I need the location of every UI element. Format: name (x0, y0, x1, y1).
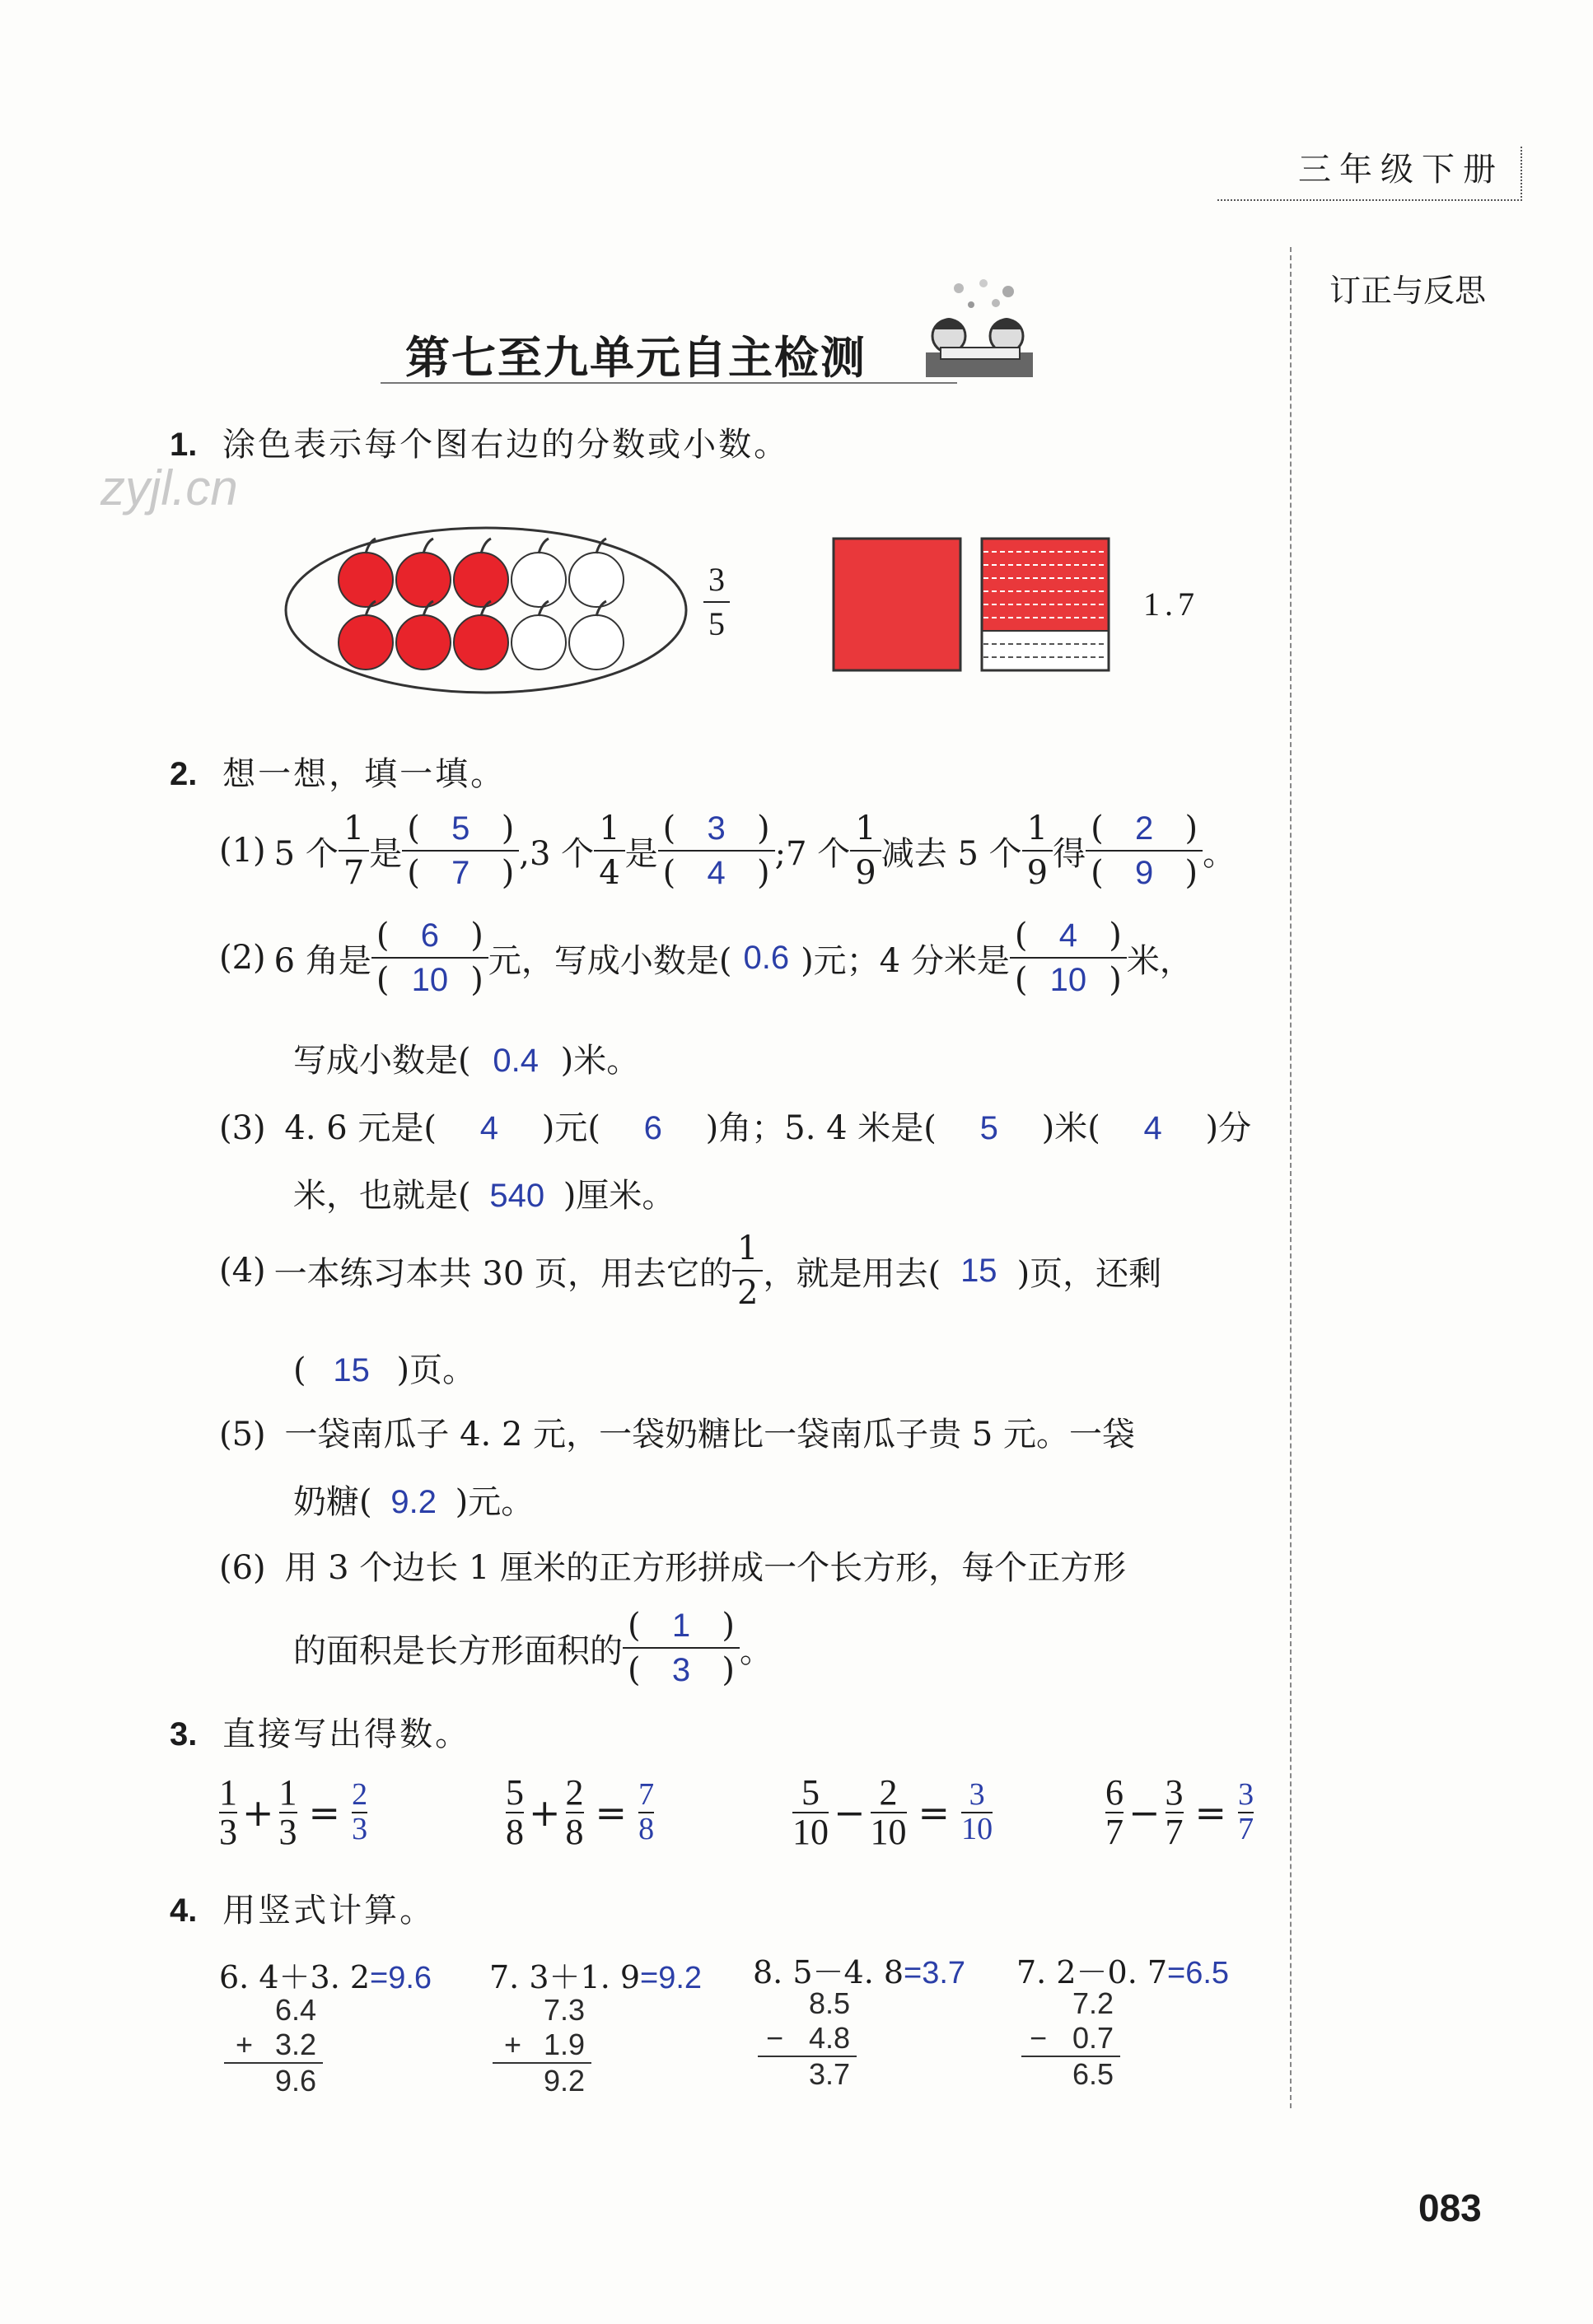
p2-answer1-num: 6 (420, 917, 439, 954)
decimal-label: 1.7 (1143, 586, 1199, 623)
q1-heading (170, 418, 789, 465)
apple-2 (396, 539, 451, 607)
q3-4-eq: = (1194, 1790, 1227, 1836)
p2-t1: 6 角是 (273, 941, 371, 980)
q4-3-bottom: 4.8 (808, 2021, 850, 2055)
q4-2-expr: 7. 3＋1. 9 (489, 1959, 641, 1995)
p6-answer-den: 3 (671, 1652, 691, 1688)
p2-answer2: 0.6 (743, 939, 790, 976)
p4-t1: 一本练习本共 30 页，用去它的 (273, 1254, 732, 1293)
p3-t6: 米，也就是( (293, 1177, 471, 1215)
q3-3-result (961, 1779, 993, 1846)
p3-t4: )米( (1041, 1109, 1100, 1147)
p1-frac3 (850, 810, 881, 892)
p4-t2: ，就是用去( (763, 1254, 941, 1293)
q3-3-a-den: 10 (792, 1812, 829, 1853)
q3-1-eq: = (308, 1790, 341, 1836)
page-number: 083 (1418, 2186, 1482, 2229)
p1-t4: 是 (624, 834, 658, 873)
q4-heading (170, 1884, 435, 1931)
p1-t6: 减去 5 个 (881, 834, 1022, 873)
apple-fraction-numerator: 3 (708, 561, 725, 598)
p4-frac-den: 2 (732, 1270, 763, 1309)
q3-4-result-den: 7 (1238, 1812, 1254, 1847)
p3-t7: )厘米。 (563, 1177, 675, 1215)
q2-part3-line2 (293, 1169, 675, 1216)
apple-3 (454, 539, 508, 607)
q3-4-a-den: 7 (1105, 1812, 1124, 1853)
q4-1-op: + (236, 2028, 254, 2061)
q1-number: 1. (170, 427, 198, 463)
q4-1-result: =9.6 (370, 1961, 432, 1995)
p2-t2: 元，写成小数是( (488, 941, 732, 980)
q3-text: 直接写出得数。 (222, 1715, 471, 1753)
q4-number: 4. (170, 1892, 198, 1929)
apple-8 (454, 601, 508, 670)
q3-2-b (566, 1774, 584, 1851)
q4-4-answer: 6.5 (1072, 2057, 1114, 2091)
q3-2-b-num: 2 (565, 1772, 584, 1813)
apple-6 (339, 601, 393, 670)
apple-5 (569, 539, 624, 607)
q3-1-a-num: 1 (219, 1772, 237, 1813)
q3-item-1 (219, 1774, 367, 1851)
p2-answer3-den-box: ( 10 ) (1010, 957, 1127, 996)
p5-t2: 奶糖( (293, 1483, 372, 1521)
q3-1-b (279, 1774, 297, 1851)
p2-answer1-num-box: ( 6 ) (376, 917, 484, 954)
p6-t2: 的面积是长方形面积的 (293, 1631, 623, 1670)
p2-t5: 写成小数是( (293, 1042, 471, 1080)
q2-number: 2. (170, 756, 198, 792)
p3-answer3: 5 (979, 1110, 998, 1146)
q4-3-result: =3.7 (904, 1956, 966, 1990)
p1-t5: ;7 个 (774, 834, 851, 873)
p1-answer2-num-box: ( 3 ) (662, 810, 770, 847)
p3-t1: 4. 6 元是( (284, 1109, 437, 1147)
q4-2-expression (489, 1952, 702, 1997)
q3-1-result-den: 3 (352, 1812, 368, 1847)
q4-1-top: 6.4 (274, 1993, 316, 2027)
q2-part2-line2 (293, 1034, 639, 1081)
p4-answer2: 15 (333, 1352, 370, 1388)
p3-answer5: 540 (489, 1178, 545, 1214)
p1-t7: 得 (1053, 834, 1086, 873)
apple-10 (569, 601, 624, 670)
p2-answer3-den: 10 (1049, 962, 1087, 998)
watermark: zyjl.cn (100, 460, 238, 516)
p2-answer1 (371, 917, 488, 999)
q4-4-top: 7.2 (1072, 1986, 1114, 2020)
q4-3-expr: 8. 5－4. 8 (753, 1954, 904, 1990)
p1-frac3-num: 1 (855, 810, 876, 847)
p1-t8: 。 (1203, 834, 1236, 873)
p4-t4: ( (293, 1351, 306, 1389)
p3-t5: )分 (1205, 1109, 1252, 1147)
q2-part6-line1 (219, 1542, 1126, 1589)
q4-4-bottom: 0.7 (1072, 2021, 1114, 2055)
q3-1-result-num: 2 (352, 1777, 368, 1813)
p1-frac4 (1022, 810, 1053, 892)
q3-1-result (352, 1779, 367, 1846)
q3-2-a-den: 8 (506, 1812, 524, 1853)
p1-frac3-den: 9 (850, 850, 881, 889)
q4-1-bottom-row (224, 2028, 323, 2064)
p2-t6: )米。 (560, 1042, 640, 1080)
p1-answer2 (658, 810, 775, 892)
p2-t4: 米， (1126, 941, 1193, 980)
p2-answer1-den-box: ( 10 ) (371, 957, 488, 996)
q3-2-op: + (529, 1790, 561, 1836)
q3-heading (170, 1708, 470, 1755)
p3-label: (3) (219, 1109, 266, 1147)
q4-3-op: − (766, 2021, 784, 2055)
p4-frac (732, 1230, 763, 1312)
p3-answer1: 4 (479, 1110, 499, 1146)
margin-divider (1290, 247, 1292, 2108)
q4-4-bottom-row (1021, 2021, 1120, 2057)
page-title: 第七至九单元自主检测 (405, 332, 867, 384)
q4-1-answer: 9.6 (274, 2064, 316, 2098)
p1-frac1 (339, 810, 369, 892)
p1-answer2-den-box: ( 4 ) (658, 850, 775, 889)
p1-answer1-den-box: ( 7 ) (402, 850, 519, 889)
p2-answer3-num-box: ( 4 ) (1014, 917, 1122, 954)
q3-1-b-num: 1 (278, 1772, 297, 1813)
p1-answer1-num: 5 (451, 810, 470, 847)
q4-3-answer: 3.7 (808, 2057, 850, 2091)
q3-3-b (871, 1774, 907, 1851)
q3-4-a (1105, 1774, 1124, 1851)
p1-answer1-num-box: ( 5 ) (407, 810, 515, 847)
apple-fraction-denominator: 5 (703, 601, 730, 641)
q4-1-bottom: 3.2 (274, 2028, 316, 2061)
q2-part5-line2 (293, 1476, 534, 1523)
p1-answer3-den: 9 (1134, 855, 1154, 891)
p6-answer-den-box: ( 3 ) (623, 1647, 740, 1687)
p3-t3: )角；5. 4 米是( (705, 1109, 937, 1147)
q4-2-op: + (504, 2028, 522, 2061)
q2-part6-line2 (293, 1609, 773, 1687)
p5-t3: )元。 (455, 1483, 535, 1521)
q3-3-result-num: 3 (969, 1777, 985, 1813)
p1-frac4-den: 9 (1022, 850, 1053, 889)
q4-4-vertical (1021, 1986, 1120, 2092)
apple-plate-figure (280, 524, 692, 697)
q3-item-4 (1105, 1774, 1254, 1851)
q3-4-op: − (1128, 1790, 1161, 1836)
q4-text: 用竖式计算。 (222, 1892, 436, 1930)
q3-4-result (1238, 1779, 1254, 1846)
p6-label: (6) (219, 1549, 266, 1587)
q3-4-a-num: 6 (1105, 1772, 1124, 1813)
q4-4-result: =6.5 (1167, 1956, 1230, 1990)
q3-3-b-num: 2 (879, 1772, 898, 1813)
q2-part1 (219, 810, 1236, 892)
q3-3-a-num: 5 (801, 1772, 820, 1813)
title-underline (381, 382, 957, 384)
q4-2-vertical (493, 1993, 591, 2098)
q3-item-3 (792, 1774, 993, 1851)
p1-frac1-num: 1 (343, 810, 365, 847)
decimal-squares-figure (832, 537, 1120, 674)
q2-part3-line1 (219, 1102, 1251, 1149)
p1-answer3-num: 2 (1134, 810, 1154, 847)
q3-item-2 (506, 1774, 654, 1851)
apple-7 (396, 601, 451, 670)
p1-t3: ,3 个 (519, 834, 595, 873)
p6-answer (623, 1609, 740, 1687)
p1-answer2-num: 3 (707, 810, 726, 847)
q3-4-b-num: 3 (1165, 1772, 1184, 1813)
q3-3-op: − (834, 1790, 866, 1836)
q4-3-vertical (758, 1986, 857, 2092)
p2-answer4: 0.4 (493, 1043, 539, 1079)
q4-1-expression (219, 1952, 432, 1997)
p5-t1: 一袋南瓜子 4. 2 元，一袋奶糖比一袋南瓜子贵 5 元。一袋 (284, 1416, 1136, 1454)
q4-4-op: − (1030, 2021, 1048, 2055)
apple-9 (512, 601, 566, 670)
q3-4-result-num: 3 (1238, 1777, 1254, 1813)
q3-3-result-den: 10 (961, 1812, 993, 1847)
q2-heading (170, 748, 506, 795)
p1-label: (1) (219, 832, 266, 870)
p1-frac2 (594, 810, 624, 892)
q2-text: 想一想，填一填。 (222, 755, 507, 793)
p3-t2: )元( (541, 1109, 600, 1147)
p4-t3: )页，还剩 (1016, 1254, 1162, 1293)
p6-t3: 。 (740, 1631, 773, 1670)
q3-3-b-den: 10 (870, 1812, 907, 1853)
q4-1-expr: 6. 4＋3. 2 (219, 1959, 371, 1995)
q3-2-result-den: 8 (638, 1812, 655, 1847)
q3-3-a (792, 1774, 829, 1851)
q2-part2-line1 (219, 917, 1193, 999)
q4-4-expression (1016, 1947, 1229, 1992)
p5-label: (5) (219, 1416, 266, 1454)
q3-2-result (638, 1779, 654, 1846)
q4-4-expr: 7. 2－0. 7 (1016, 1954, 1168, 1990)
p1-answer2-den: 4 (707, 855, 726, 891)
q3-2-eq: = (595, 1790, 628, 1836)
p3-answer4: 4 (1143, 1110, 1162, 1146)
p1-answer3-num-box: ( 2 ) (1091, 810, 1198, 847)
p1-t1: 5 个 (273, 834, 339, 873)
q4-2-result: =9.2 (640, 1961, 703, 1995)
p1-answer3-den-box: ( 9 ) (1086, 850, 1203, 889)
q4-2-answer: 9.2 (543, 2064, 585, 2098)
p1-frac1-den: 7 (339, 850, 369, 889)
q3-2-a (506, 1774, 524, 1851)
p1-answer1 (402, 810, 519, 892)
q3-number: 3. (170, 1716, 198, 1752)
p1-t2: 是 (369, 834, 403, 873)
p4-answer1: 15 (960, 1252, 997, 1289)
p6-answer-num-box: ( 1 ) (628, 1607, 735, 1645)
q2-part4-line2 (293, 1344, 475, 1391)
p3-answer2: 6 (643, 1110, 662, 1146)
q4-2-bottom-row (493, 2028, 591, 2064)
apple-4 (512, 539, 566, 607)
q4-3-expression (753, 1947, 965, 1992)
q3-2-result-num: 7 (638, 1777, 655, 1813)
p4-frac-num: 1 (737, 1230, 759, 1267)
q3-2-a-num: 5 (506, 1772, 524, 1813)
q3-1-a-den: 3 (219, 1812, 237, 1853)
q3-1-a (219, 1774, 237, 1851)
p2-answer3 (1010, 917, 1127, 999)
p1-frac2-num: 1 (599, 810, 620, 847)
q3-1-op: + (242, 1790, 274, 1836)
q2-part5-line1 (219, 1408, 1135, 1455)
p1-answer1-den: 7 (451, 855, 470, 891)
grade-label: 三年级下册 (1298, 152, 1504, 188)
apple-1 (339, 539, 393, 607)
p1-answer3 (1086, 810, 1203, 892)
p2-answer3-num: 4 (1058, 917, 1077, 954)
q4-3-top: 8.5 (808, 1986, 850, 2020)
p2-label: (2) (219, 939, 266, 977)
p1-frac2-den: 4 (594, 850, 624, 889)
p2-t3: )元；4 分米是 (801, 941, 1010, 980)
q1-text: 涂色表示每个图右边的分数或小数。 (222, 426, 790, 464)
p1-frac4-num: 1 (1026, 810, 1049, 847)
q4-2-top: 7.3 (543, 1993, 585, 2027)
p5-answer1: 9.2 (390, 1484, 437, 1520)
q4-2-bottom: 1.9 (543, 2028, 585, 2061)
q3-4-b (1166, 1774, 1184, 1851)
p2-answer1-den: 10 (411, 962, 449, 998)
q4-3-bottom-row (758, 2021, 857, 2057)
p4-label: (4) (219, 1252, 266, 1290)
p4-t5: )页。 (396, 1351, 476, 1389)
kids-reading-illustration (909, 272, 1049, 387)
p6-answer-num: 1 (671, 1608, 691, 1644)
q2-part4-line1 (219, 1230, 1162, 1312)
p6-t1: 用 3 个边长 1 厘米的正方形拼成一个长方形，每个正方形 (284, 1549, 1127, 1587)
q3-2-b-den: 8 (565, 1812, 584, 1853)
apple-fraction (703, 563, 730, 641)
q3-1-b-den: 3 (278, 1812, 297, 1853)
q3-4-b-den: 7 (1165, 1812, 1184, 1853)
q3-3-eq: = (918, 1790, 951, 1836)
side-title: 订正与反思 (1329, 274, 1487, 309)
q4-1-vertical (224, 1993, 323, 2098)
